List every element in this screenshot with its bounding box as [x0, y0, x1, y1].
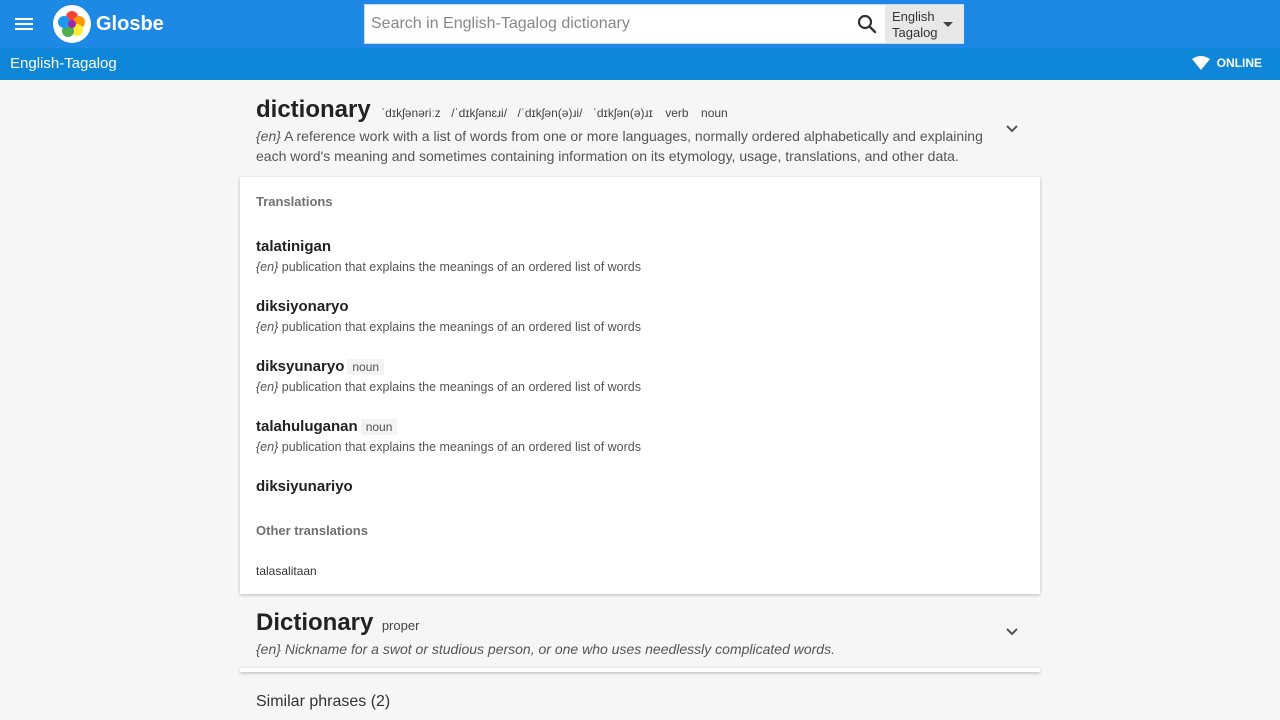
top-app-bar — [0, 0, 1280, 48]
glosbe-logo — [53, 5, 91, 43]
translation-word[interactable]: diksiyunariyo — [256, 478, 353, 495]
translations-card — [240, 177, 1040, 594]
translation-item — [256, 358, 641, 394]
translation-word[interactable]: diksiyonaryo — [256, 298, 349, 315]
other-translations-heading: Other translations — [256, 523, 368, 538]
language-tag: {en} — [256, 320, 279, 334]
wifi-icon — [1192, 56, 1210, 70]
translation-definition: publication that explains the meanings of an ordered list of words — [281, 380, 641, 394]
translation-word[interactable]: talatinigan — [256, 238, 332, 255]
translation-definition: publication that explains the meanings of an ordered list of words — [281, 440, 641, 454]
menu-icon[interactable] — [12, 12, 36, 36]
translation-definition: publication that explains the meanings of an ordered list of words — [281, 260, 641, 274]
entry-definition — [256, 639, 1006, 659]
language-tag: {en} — [256, 440, 279, 454]
language-tag: {en} — [256, 260, 279, 274]
translations-heading: Translations — [256, 194, 333, 209]
source-language: English — [892, 9, 935, 24]
search-icon[interactable] — [855, 12, 879, 36]
language-tag: {en} — [256, 641, 281, 657]
entry-dictionary — [256, 96, 1006, 166]
headword: dictionary — [256, 96, 371, 123]
language-tag: {en} — [256, 380, 279, 394]
pronunciation: ˈdɪkʃən(ə)ɹɪ — [592, 106, 653, 120]
pronunciation: /ˈdɪkʃənɛɹi/ — [451, 106, 508, 120]
language-tag: {en} — [256, 128, 281, 144]
other-translation-item[interactable]: talasalitaan — [256, 564, 317, 578]
entry-dictionary-proper — [256, 609, 1006, 659]
part-of-speech: verb — [665, 106, 689, 120]
translation-word[interactable]: talahuluganan — [256, 418, 358, 435]
translation-word[interactable]: diksyunaryo — [256, 358, 345, 375]
similar-phrases-link[interactable]: Similar phrases (2) — [256, 693, 391, 710]
translation-definition: publication that explains the meanings of an ordered list of words — [281, 320, 641, 334]
target-language: Tagalog — [892, 25, 938, 40]
pronunciation: /ˈdɪkʃən(ə)ɹi/ — [517, 106, 583, 120]
dictionary-title: English-Tagalog — [10, 55, 117, 72]
definition-text: Nickname for a swot or studious person, or one who uses needlessly complicated words. — [284, 641, 835, 657]
chevron-down-icon[interactable] — [1004, 624, 1020, 645]
part-of-speech: proper — [381, 618, 420, 633]
translation-item — [256, 238, 641, 274]
caret-down-icon — [943, 22, 953, 27]
pronunciation: ˈdɪkʃənəriːz — [381, 106, 441, 120]
chevron-down-icon[interactable] — [1004, 121, 1020, 142]
entry-definition — [256, 126, 1006, 166]
brand-name: Glosbe — [96, 12, 164, 35]
part-of-speech: noun — [701, 106, 728, 120]
online-status — [1192, 56, 1262, 70]
online-status-label: ONLINE — [1216, 56, 1262, 70]
search-bar — [364, 4, 964, 44]
brand-logo-link[interactable] — [53, 5, 164, 43]
headword: Dictionary — [256, 609, 374, 636]
part-of-speech-badge: noun — [361, 419, 398, 435]
definition-text: A reference work with a list of words from one or more languages, normally ordered alphabetically and explaining each word's meaning and sometimes containing information on its etymology, usage, translations, and other data. — [256, 128, 983, 164]
language-pair-select[interactable] — [885, 5, 964, 43]
translation-item — [256, 298, 641, 334]
part-of-speech-badge: noun — [347, 359, 384, 375]
section-divider — [240, 668, 1040, 672]
translation-item — [256, 418, 641, 454]
translation-item — [256, 478, 353, 496]
search-input[interactable] — [371, 5, 846, 43]
dictionary-bar — [0, 48, 1280, 80]
